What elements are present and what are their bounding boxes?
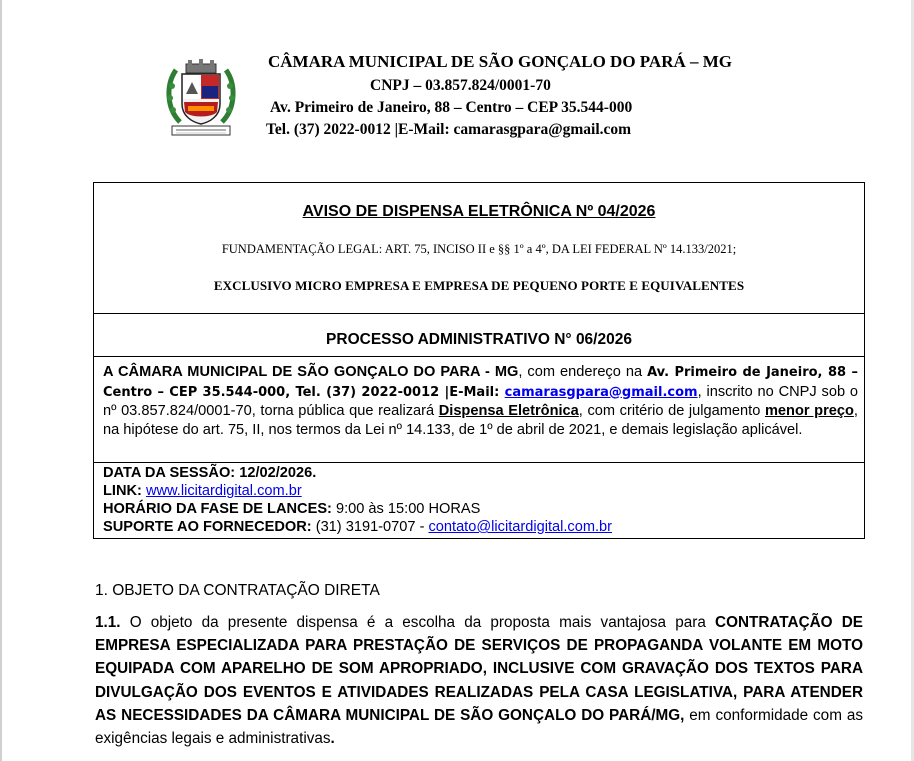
entity-email-link[interactable]: camarasgpara@gmail.com <box>504 384 698 400</box>
divider <box>94 313 864 314</box>
session-link <box>103 482 858 500</box>
divider <box>94 462 864 463</box>
institution-cnpj: CNPJ – 03.857.824/0001-70 <box>370 77 551 94</box>
entity-name: A CÂMARA MUNICIPAL DE SÃO GONÇALO DO PARA - MG <box>103 364 519 380</box>
item-number: 1.1. <box>95 614 121 631</box>
divider <box>94 356 864 357</box>
institution-name: CÂMARA MUNICIPAL DE SÃO GONÇALO DO PARÁ – MG <box>268 52 733 71</box>
lances-label: HORÁRIO DA FASE DE LANCES: <box>103 501 332 517</box>
criterion: menor preço <box>764 403 854 419</box>
exclusive-note: EXCLUSIVO MICRO EMPRESA E EMPRESA DE PEQUENO PORTE E EQUIVALENTES <box>213 278 745 293</box>
support-label: SUPORTE AO FORNECEDOR: <box>103 519 312 535</box>
session-lances <box>103 500 858 518</box>
session-info <box>103 464 858 536</box>
support-phone: (31) 3191-0707 - <box>311 519 429 535</box>
intro-paragraph <box>103 363 858 439</box>
session-date-text: DATA DA SESSÃO: 12/02/2026. <box>103 465 317 481</box>
session-support <box>103 518 858 536</box>
lances-value: 9:00 às 15:00 HORAS <box>331 501 481 517</box>
support-email-link[interactable]: contato@licitardigital.com.br <box>428 519 613 535</box>
coat-of-arms-icon <box>162 56 240 140</box>
platform-link[interactable]: www.licitardigital.com.br <box>145 483 302 499</box>
section-text: em conformidade com as exigências legais e administrativas <box>95 706 863 748</box>
legal-basis: FUNDAMENTAÇÃO LEGAL: ART. 75, INCISO II e §§ 1º a 4º, DA LEI FEDERAL Nº 14.133/2021; <box>221 242 737 256</box>
notice-title: AVISO DE DISPENSA ELETRÔNICA Nº 04/2026 <box>302 203 656 220</box>
section-text: . <box>330 730 335 748</box>
notice-box <box>93 182 865 539</box>
entity-address: Av. Primeiro de Janeiro, 88 – Centro – CEP 35.544-000, Tel. (37) 2022-0012 |E-Mail: <box>103 365 858 400</box>
intro-text: , inscrito no CNPJ sob o nº 03.857.824/0001-70, torna pública que realizará <box>103 383 859 419</box>
modality: Dispensa Eletrônica <box>438 403 579 419</box>
section-text: O objeto da presente dispensa é a escolha da proposta mais vantajosa para <box>120 614 716 631</box>
process-number: PROCESSO ADMINISTRATIVO N° 06/2026 <box>326 331 632 348</box>
contract-object: CONTRATAÇÃO DE EMPRESA ESPECIALIZADA PARA PRESTAÇÃO DE SERVIÇOS DE PROPAGANDA VOLANTE EM MOTO EQUIPADA COM APARELHO DE SOM APROPRIADO, INCLUSIVE COM GRAVAÇÃO DOS TEXTOS PARA DIVULGAÇÃO DOS EVENTOS E ATIVIDADES REALIZADAS PELA CASA LEGISLATIVA, PARA ATENDER AS NECESSIDADES DA CÂMARA MUNICIPAL DE SÃO GONÇALO DO PARÁ/MG, <box>95 614 863 724</box>
section-paragraph <box>95 611 863 750</box>
page-left-edge <box>0 0 2 761</box>
intro-text: , com endereço na <box>518 364 648 380</box>
institution-address: Av. Primeiro de Janeiro, 88 – Centro – CEP 35.544-000 <box>270 99 633 116</box>
link-label: LINK: <box>103 483 146 499</box>
institution-contact: Tel. (37) 2022-0012 |E-Mail: camarasgpara@gmail.com <box>266 121 632 138</box>
intro-text: , com critério de julgamento <box>578 403 765 419</box>
intro-text: , na hipótese do art. 75, II, nos termos da Lei nº 14.133, de 1º de abril de 2021, e demais legislação aplicável. <box>103 403 858 438</box>
section-heading: 1. OBJETO DA CONTRATAÇÃO DIRETA <box>95 582 380 599</box>
session-date <box>103 464 858 482</box>
